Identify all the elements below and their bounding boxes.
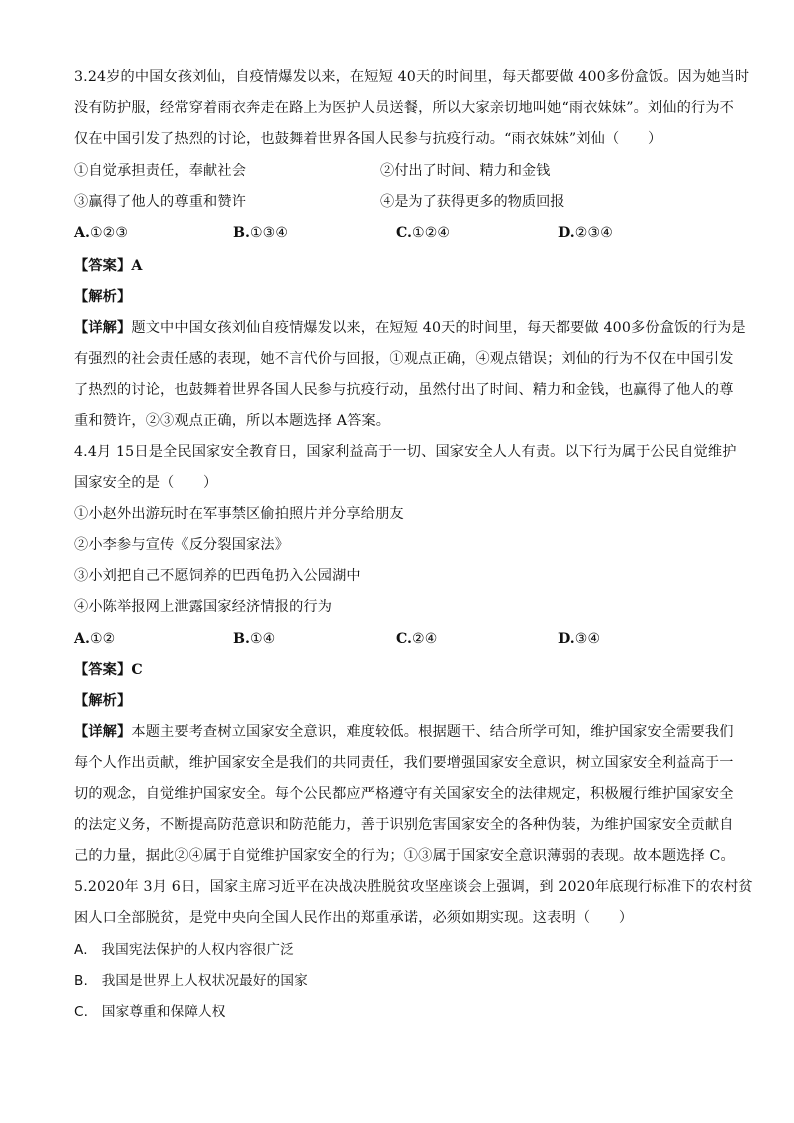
q3-choice-d: D.②③④ xyxy=(558,225,613,241)
q4-detail-line-5: 己的力量，据此②④属于自觉维护国家安全的行为；①③属于国家安全意识薄弱的表现。故本题选择 C。 xyxy=(74,848,735,864)
q3-detail-line-3: 了热烈的讨论，也鼓舞着世界各国人民参与抗疫行动，虽然付出了时间、精力和金钱，也赢得了他人的尊 xyxy=(74,382,734,398)
q4-answer: 【答案】C xyxy=(74,662,143,678)
q4-item-2: ②小李参与宣传《反分裂国家法》 xyxy=(74,537,290,553)
q4-detail-line-1: 【详解】本题主要考查树立国家安全意识，难度较低。根据题干、结合所学可知，维护国家安全需要我们 xyxy=(74,724,734,740)
q4-stem-line-1: 4.4月 15日是全民国家安全教育日，国家利益高于一切、国家安全人人有责。以下行为属于公民自觉维护 xyxy=(74,444,737,460)
q4-stem-line-2: 国家安全的是（ ） xyxy=(74,475,218,491)
q4-detail-line-3: 切的观念，自觉维护国家安全。每个公民都应严格遵守有关国家安全的法律规定，积极履行维护国家安全 xyxy=(74,786,734,802)
q3-choice-c: C.①②④ xyxy=(396,225,451,241)
q4-detail-line-2: 每个人作出贡献，维护国家安全是我们的共同责任，我们要增强国家安全意识，树立国家安全利益高于一 xyxy=(74,755,734,771)
q4-analysis-heading: 【解析】 xyxy=(74,693,132,709)
q3-stem-line-2: 没有防护服，经常穿着雨衣奔走在路上为医护人员送餐，所以大家亲切地叫她“雨衣妹妹”。刘仙的行为不 xyxy=(74,100,734,116)
q4-item-1: ①小赵外出游玩时在军事禁区偷拍照片并分享给朋友 xyxy=(74,506,404,522)
q4-item-3: ③小刘把自己不愿饲养的巴西龟扔入公园湖中 xyxy=(74,568,361,584)
q4-choice-b: B.①④ xyxy=(233,631,276,647)
q4-detail-line-4: 的法定义务，不断提高防范意识和防范能力，善于识别危害国家安全的各种伪装，为维护国家安全贡献自 xyxy=(74,817,734,833)
q3-item-3: ③赢得了他人的尊重和赞许 xyxy=(74,194,247,210)
q3-item-4: ④是为了获得更多的物质回报 xyxy=(380,194,565,210)
q3-analysis-heading: 【解析】 xyxy=(74,289,132,305)
q3-item-2: ②付出了时间、精力和金钱 xyxy=(380,163,551,179)
q3-detail-line-1: 【详解】题文中中国女孩刘仙自疫情爆发以来，在短短 40天的时间里，每天都要做 400多份盒饭的行为是 xyxy=(74,320,746,336)
q3-answer: 【答案】A xyxy=(74,258,143,274)
q4-choice-c: C.②④ xyxy=(396,631,438,647)
q4-item-4: ④小陈举报网上泄露国家经济情报的行为 xyxy=(74,599,333,615)
q3-detail-line-4: 重和赞许，②③观点正确，所以本题选择 A答案。 xyxy=(74,413,391,429)
q3-detail-line-2: 有强烈的社会责任感的表现，她不言代价与回报，①观点正确，④观点错误；刘仙的行为不仅在中国引发 xyxy=(74,351,734,367)
q5-option-c: C. 国家尊重和保障人权 xyxy=(74,1004,226,1020)
q3-choice-a: A.①②③ xyxy=(74,225,129,241)
q5-stem-line-2: 困人口全部脱贫，是党中央向全国人民作出的郑重承诺，必须如期实现。这表明（ ） xyxy=(74,910,634,926)
q3-item-1: ①自觉承担责任，奉献社会 xyxy=(74,163,247,179)
q5-stem-line-1: 5.2020年 3月 6日，国家主席习近平在决战决胜脱贫攻坚座谈会上强调，到 2020年底现行标准下的农村贫 xyxy=(74,879,753,895)
q5-option-b: B. 我国是世界上人权状况最好的国家 xyxy=(74,973,308,989)
q3-stem-line-3: 仅在中国引发了热烈的讨论，也鼓舞着世界各国人民参与抗疫行动。“雨衣妹妹”刘仙（ ） xyxy=(74,131,663,147)
q3-choice-b: B.①③④ xyxy=(233,225,289,241)
q5-option-a: A. 我国宪法保护的人权内容很广泛 xyxy=(74,942,294,958)
q3-stem-line-1: 3.24岁的中国女孩刘仙，自疫情爆发以来，在短短 40天的时间里，每天都要做 400多份盒饭。因为她当时 xyxy=(74,69,750,85)
q4-choice-d: D.③④ xyxy=(558,631,601,647)
q4-choice-a: A.①② xyxy=(74,631,116,647)
